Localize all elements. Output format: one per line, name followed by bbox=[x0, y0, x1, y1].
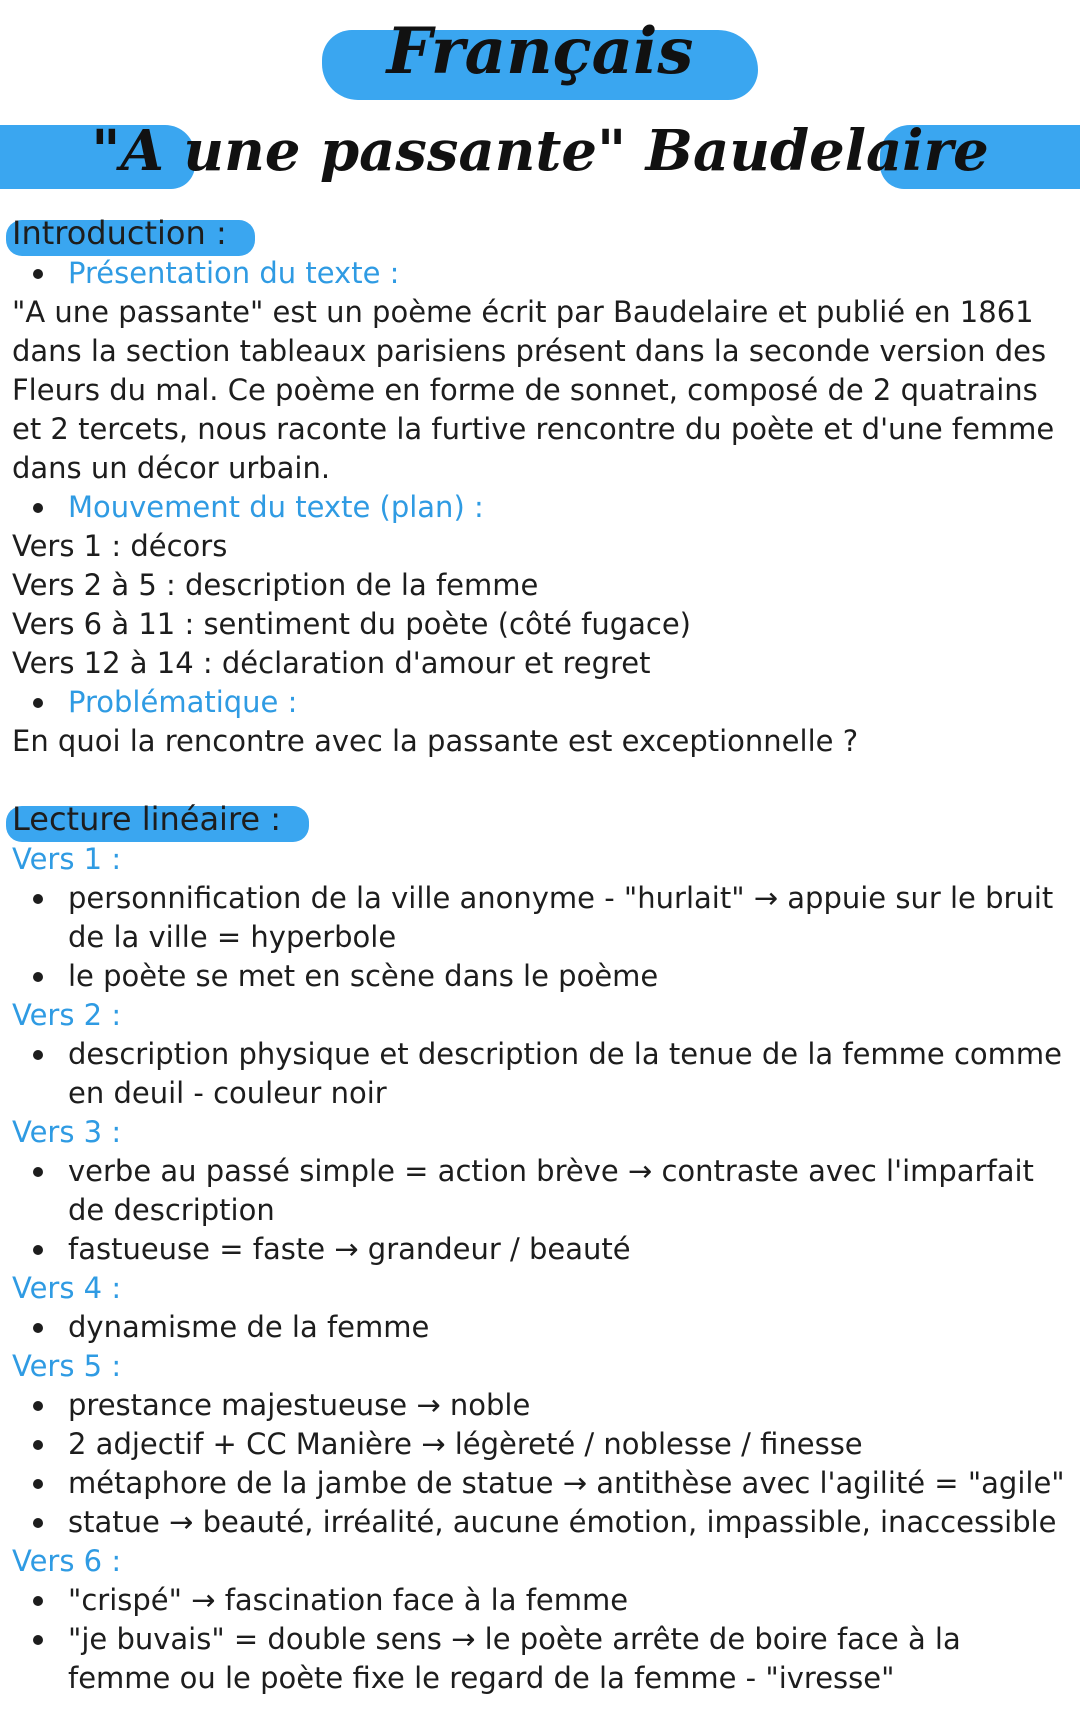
list-item: dynamisme de la femme bbox=[68, 1308, 1068, 1347]
notes-content bbox=[12, 214, 1068, 1698]
list-item: statue → beauté, irréalité, aucune émotion, impassible, inaccessible bbox=[68, 1503, 1068, 1542]
problematique-label: Problématique : bbox=[68, 683, 1068, 722]
list-item: "crispé" → fascination face à la femme bbox=[68, 1581, 1068, 1620]
list-item: verbe au passé simple = action brève → contraste avec l'imparfait de description bbox=[68, 1152, 1068, 1230]
presentation-list bbox=[12, 254, 1068, 293]
page-title: Français bbox=[386, 14, 694, 89]
list-item: 2 adjectif + CC Manière → légèreté / noblesse / finesse bbox=[68, 1425, 1068, 1464]
presentation-text: "A une passante" est un poème écrit par Baudelaire et publié en 1861 dans la section tableaux parisiens présent dans la seconde version des Fleurs du mal. Ce poème en forme de sonnet, composé de 2 quatrains et 2 tercets, nous raconte la furtive rencontre du poète et d'une femme dans un décor urbain. bbox=[12, 295, 1055, 485]
vers-label: Vers 3 : bbox=[12, 1115, 122, 1149]
list-item: métaphore de la jambe de statue → antithèse avec l'agilité = "agile" bbox=[68, 1464, 1068, 1503]
list-item: prestance majestueuse → noble bbox=[68, 1386, 1068, 1425]
list-item: personnification de la ville anonyme - "hurlait" → appuie sur le bruit de la ville = hyperbole bbox=[68, 879, 1068, 957]
introduction-heading: Introduction : bbox=[12, 214, 227, 254]
spacer bbox=[12, 761, 1068, 800]
problematique-list bbox=[12, 683, 1068, 722]
mouvement-line: Vers 2 à 5 : description de la femme bbox=[12, 568, 539, 602]
vers-label: Vers 4 : bbox=[12, 1271, 122, 1305]
mouvement-label: Mouvement du texte (plan) : bbox=[68, 488, 1068, 527]
list-item: fastueuse = faste → grandeur / beauté bbox=[68, 1230, 1068, 1269]
vers-label: Vers 2 : bbox=[12, 998, 122, 1032]
vers-label: Vers 1 : bbox=[12, 842, 122, 876]
problematique-text: En quoi la rencontre avec la passante est exceptionnelle ? bbox=[12, 724, 859, 758]
list-item: "je buvais" = double sens → le poète arrête de boire face à la femme ou le poète fixe le regard de la femme - "ivresse" bbox=[68, 1620, 1068, 1698]
vers-label: Vers 6 : bbox=[12, 1544, 122, 1578]
lecture-heading: Lecture linéaire : bbox=[12, 800, 281, 840]
vers-items bbox=[12, 1152, 1068, 1269]
vers-items bbox=[12, 879, 1068, 996]
presentation-label: Présentation du texte : bbox=[68, 254, 1068, 293]
mouvement-list bbox=[12, 488, 1068, 527]
vers-label: Vers 5 : bbox=[12, 1349, 122, 1383]
vers-items bbox=[12, 1308, 1068, 1347]
page-subtitle: "A une passante" Baudelaire bbox=[91, 118, 989, 184]
mouvement-line: Vers 1 : décors bbox=[12, 529, 228, 563]
mouvement-line: Vers 12 à 14 : déclaration d'amour et regret bbox=[12, 646, 651, 680]
vers-items bbox=[12, 1035, 1068, 1113]
list-item: description physique et description de la tenue de la femme comme en deuil - couleur noir bbox=[68, 1035, 1068, 1113]
vers-items bbox=[12, 1581, 1068, 1698]
mouvement-line: Vers 6 à 11 : sentiment du poète (côté fugace) bbox=[12, 607, 691, 641]
list-item: le poète se met en scène dans le poème bbox=[68, 957, 1068, 996]
vers-items bbox=[12, 1386, 1068, 1542]
